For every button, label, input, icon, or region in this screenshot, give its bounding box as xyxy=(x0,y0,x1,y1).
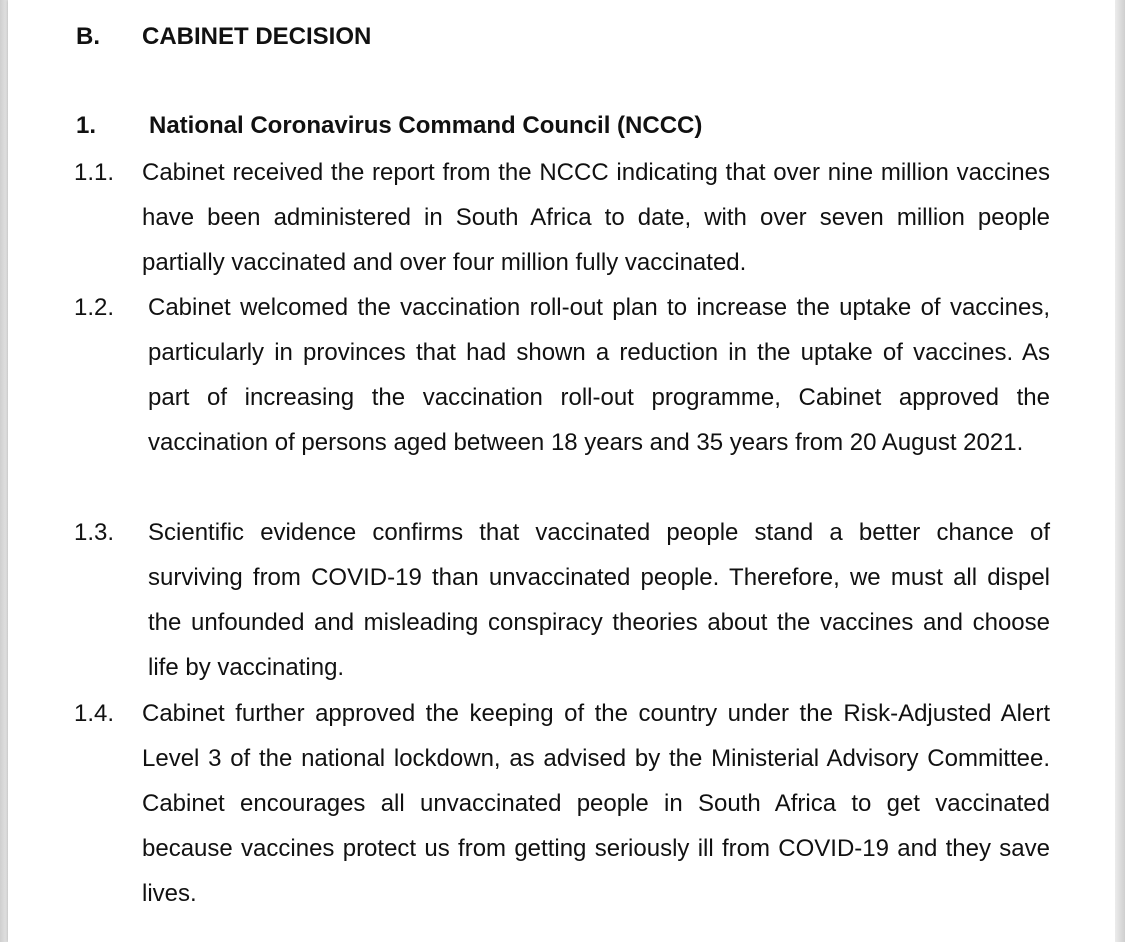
section-heading xyxy=(76,23,371,51)
subsection-number: 1. xyxy=(76,112,97,139)
document-page xyxy=(8,0,1115,942)
paragraph-1-1 xyxy=(74,150,1050,285)
page-edge-left xyxy=(0,0,8,942)
subsection-title: National Coronavirus Command Council (NCCC) xyxy=(149,112,703,139)
paragraph-number: 1.2. xyxy=(74,294,115,321)
paragraph-1-2 xyxy=(74,285,1050,465)
paragraph-number: 1.1. xyxy=(74,159,115,186)
paragraph-1-3 xyxy=(74,510,1050,690)
paragraph-text: Cabinet welcomed the vaccination roll-out plan to increase the uptake of vaccines, particularly in provinces that had shown a reduction in the uptake of vaccines. As part of increasing the vaccination roll-out programme, Cabinet approved the vaccination of persons aged between 18 years and 35 years from 20 August 2021. xyxy=(148,294,1050,456)
section-title: CABINET DECISION xyxy=(142,23,372,50)
subsection-heading xyxy=(76,112,702,140)
paragraph-text: Cabinet received the report from the NCCC indicating that over nine million vaccines have been administered in South Africa to date, with over seven million people partially vaccinated and over four million fully vaccinated. xyxy=(142,159,1050,276)
paragraph-text: Cabinet further approved the keeping of the country under the Risk-Adjusted Alert Level 3 of the national lockdown, as advised by the Ministerial Advisory Committee. Cabinet encourages all unvaccinated people in South Africa to get vaccinated because vaccines protect us from getting seriously ill from COVID-19 and they save lives. xyxy=(142,700,1050,907)
paragraph-number: 1.3. xyxy=(74,519,115,546)
section-number: B. xyxy=(76,23,100,50)
paragraph-text: Scientific evidence confirms that vaccinated people stand a better chance of surviving from COVID-19 than unvaccinated people. Therefore, we must all dispel the unfounded and misleading conspiracy theories about the vaccines and choose life by vaccinating. xyxy=(148,519,1050,681)
page-edge-right xyxy=(1115,0,1125,942)
paragraph-number: 1.4. xyxy=(74,700,115,727)
paragraph-1-4 xyxy=(74,691,1050,916)
